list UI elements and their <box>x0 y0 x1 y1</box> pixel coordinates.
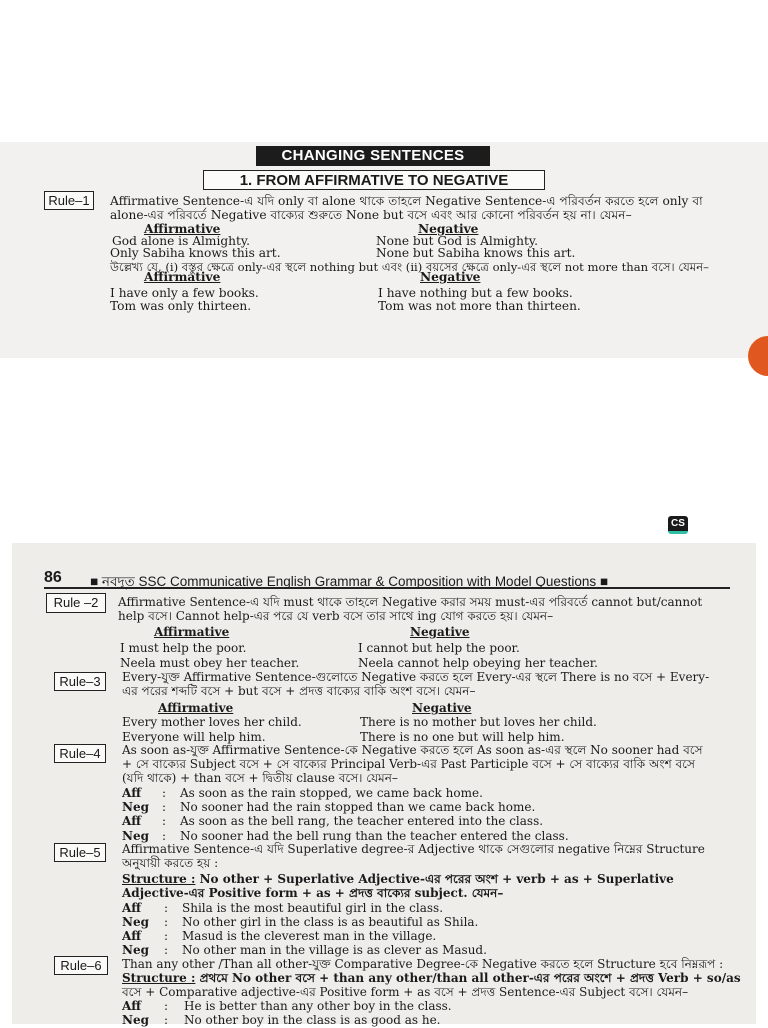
example-sentence: Masud is the cleverest man in the village. <box>182 929 437 943</box>
example-affirmative: Everyone will help him. <box>122 730 266 744</box>
negative-heading: Negative <box>412 701 472 715</box>
rule-5-label: Rule–5 <box>54 843 106 862</box>
example-sentence: As soon as the bell rang, the teacher entered into the class. <box>180 814 544 828</box>
example-tag: Aff <box>122 786 142 800</box>
example-affirmative: Tom was only thirteen. <box>110 299 252 313</box>
rule-2-text-line1: Affirmative Sentence-এ যদি must থাকে তাহলে Negative করার সময় must-এর পরিবর্তে cannot but/cannot <box>118 595 703 609</box>
negative-heading: Negative <box>418 222 479 236</box>
example-tag: Aff <box>122 901 142 915</box>
affirmative-heading: Affirmative <box>154 625 230 639</box>
example-affirmative: Only Sabiha knows this art. <box>110 246 281 260</box>
example-sentence: Shila is the most beautiful girl in the class. <box>182 901 444 915</box>
example-negative: I cannot but help the poor. <box>358 641 520 655</box>
affirmative-heading: Affirmative <box>144 222 221 236</box>
rule-2-text-line2: help বসে। Cannot help-এর পরে যে verb বসে তার সাথে ing যোগ করতে হয়। যেমন– <box>118 609 554 623</box>
rule-5-structure-line2: Adjective-এর Positive form + as + প্রদত্ত বাক্যের subject. যেমন– <box>122 886 504 900</box>
rule-3-text-line1: Every-যুক্ত Affirmative Sentence-গুলোতে Negative করতে হলে Every-এর স্থলে There is no বসে + Every- <box>122 670 710 684</box>
header-rule <box>44 587 730 589</box>
example-tag: Aff <box>122 999 142 1013</box>
example-sentence: As soon as the rain stopped, we came back home. <box>180 786 483 800</box>
example-negative: Tom was not more than thirteen. <box>378 299 581 313</box>
running-header: ■ নবদূত SSC Communicative English Grammar & Composition with Model Questions ■ <box>90 574 609 589</box>
example-negative: None but God is Almighty. <box>376 234 538 248</box>
rule-6-text-line3: বসে + Comparative adjective-এর Positive form + as বসে + প্রদত্ত Sentence-এর Subject বসে। যেমন– <box>122 985 689 999</box>
example-affirmative: God alone is Almighty. <box>112 234 251 248</box>
example-separator: : <box>164 901 169 915</box>
page-top-scan <box>0 142 768 358</box>
structure-formula: No other + Superlative Adjective-এর পরের অংশ + verb + as + Superlative <box>195 872 674 886</box>
example-separator: : <box>164 943 169 957</box>
rule-3-label: Rule–3 <box>54 672 106 691</box>
example-separator: : <box>164 1013 169 1027</box>
rule-4-label: Rule–4 <box>54 744 106 763</box>
rule-6-structure <box>122 972 741 986</box>
example-separator: : <box>162 814 167 828</box>
example-tag: Aff <box>122 814 142 828</box>
structure-label: Structure : <box>122 971 196 985</box>
rule-5-text-line1: Affirmative Sentence-এ যদি Superlative degree-র Adjective থাকে সেগুলোর negative নিম্নের Structure <box>122 842 705 856</box>
rule-1-label: Rule–1 <box>44 191 94 210</box>
example-separator: : <box>162 786 167 800</box>
example-sentence: No other boy in the class is as good as he. <box>184 1013 441 1027</box>
example-affirmative: Neela must obey her teacher. <box>120 656 300 670</box>
page-number: 86 <box>44 569 62 586</box>
example-separator: : <box>164 915 169 929</box>
rule-3-text-line2: এর পরের শব্দটি বসে + but বসে + প্রদত্ত বাক্যের বাকি অংশ বসে। যেমন– <box>122 684 476 698</box>
rule-1-text-line1: Affirmative Sentence-এ যদি only বা alone থাকে তাহলে Negative Sentence-এ পরিবর্তন করতে হলে only বা <box>110 194 703 208</box>
example-tag: Neg <box>122 943 149 957</box>
rule-6-label: Rule–6 <box>54 956 108 975</box>
rule-5-text-line2: অনুযায়ী করতে হয় : <box>122 856 219 870</box>
structure-label: Structure : <box>122 872 196 886</box>
example-tag: Neg <box>122 915 149 929</box>
example-sentence: No other girl in the class is as beautiful as Shila. <box>182 915 479 929</box>
affirmative-heading: Affirmative <box>144 270 221 284</box>
example-negative: There is no mother but loves her child. <box>360 715 597 729</box>
example-tag: Aff <box>122 929 142 943</box>
affirmative-heading: Affirmative <box>158 701 234 715</box>
example-sentence: No other man in the village is as clever as Masud. <box>182 943 487 957</box>
example-affirmative: I must help the poor. <box>120 641 247 655</box>
structure-formula: প্রথমে No other বসে + than any other/than all other-এর পরের অংশে + প্রদত্ত Verb + so/as <box>195 971 741 985</box>
example-negative: There is no one but will help him. <box>360 730 565 744</box>
negative-heading: Negative <box>410 625 470 639</box>
chapter-banner: CHANGING SENTENCES <box>256 146 490 166</box>
example-separator: : <box>162 829 167 843</box>
rule-4-text-line2: + সে বাক্যের Subject বসে + সে বাক্যের Principal Verb-এর Past Participle বসে + সে বাক্যের বাকি অংশ বসে <box>122 757 695 771</box>
camscanner-badge-icon: CS <box>668 516 688 534</box>
rule-1-text-line2: alone-এর পরিবর্তে Negative বাক্যের শুরুতে None but বসে এবং আর কোনো পরিবর্তন হয় না। যেমন– <box>110 208 632 222</box>
example-affirmative: Every mother loves her child. <box>122 715 302 729</box>
negative-heading: Negative <box>420 270 481 284</box>
rule-5-structure <box>122 873 674 887</box>
example-tag: Neg <box>122 1013 149 1027</box>
section-title: 1. FROM AFFIRMATIVE TO NEGATIVE <box>203 170 545 190</box>
example-separator: : <box>164 929 169 943</box>
example-sentence: He is better than any other boy in the class. <box>184 999 452 1013</box>
rule-4-text-line1: As soon as-যুক্ত Affirmative Sentence-কে Negative করতে হলে As soon as-এর স্থলে No sooner had বসে <box>122 743 703 757</box>
example-separator: : <box>162 800 167 814</box>
rule-6-text-line1: Than any other /Than all other-যুক্ত Comparative Degree-কে Negative করতে হলে Structure হবে নিম্নরূপ : <box>122 957 724 971</box>
example-negative: None but Sabiha knows this art. <box>376 246 576 260</box>
example-sentence: No sooner had the rain stopped than we came back home. <box>180 800 536 814</box>
example-sentence: No sooner had the bell rung than the teacher entered the class. <box>180 829 569 843</box>
example-tag: Neg <box>122 800 149 814</box>
example-affirmative: I have only a few books. <box>110 286 259 300</box>
page-bottom-scan <box>12 543 756 1027</box>
example-negative: I have nothing but a few books. <box>378 286 573 300</box>
example-negative: Neela cannot help obeying her teacher. <box>358 656 598 670</box>
example-tag: Neg <box>122 829 149 843</box>
rule-2-label: Rule –2 <box>46 593 106 613</box>
example-separator: : <box>164 999 169 1013</box>
rule-4-text-line3: (যদি থাকে) + than বসে + দ্বিতীয় clause বসে। যেমন– <box>122 771 398 785</box>
rule-1-note: উল্লেখ্য যে, (i) বস্তুর ক্ষেত্রে only-এর স্থলে nothing but এবং (ii) বয়সের ক্ষেত্রে only-এর স্থলে not more than বসে। যেমন– <box>110 260 709 274</box>
